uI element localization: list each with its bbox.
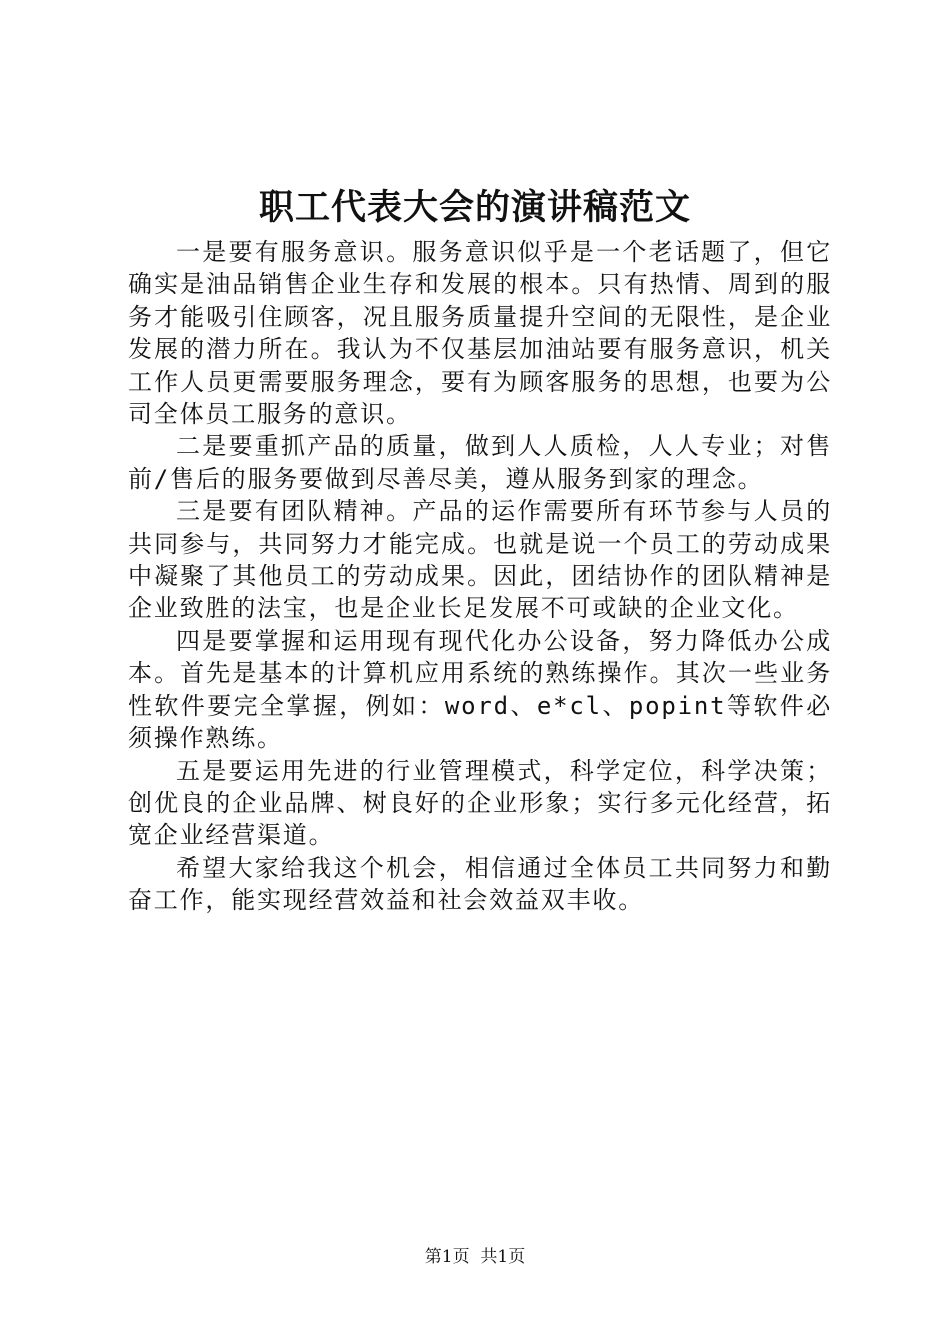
paragraph-4: 四是要掌握和运用现有现代化办公设备，努力降低办公成本。首先是基本的计算机应用系统的熟练操作。其次一些业务性软件要完全掌握，例如：word、e*cl、popint等软件必须操作熟练。 [128, 626, 832, 753]
page-number-current: 第1页 [424, 1247, 470, 1267]
document-body [128, 236, 832, 917]
paragraph-3: 三是要有团队精神。产品的运作需要所有环节参与人员的共同参与，共同努力才能完成。也就是说一个员工的劳动成果中凝聚了其他员工的劳动成果。因此，团结协作的团队精神是企业致胜的法宝，也是企业长足发展不可或缺的企业文化。 [128, 497, 832, 623]
page-number-total: 共1页 [480, 1247, 526, 1267]
document-title: 职工代表大会的演讲稿范文 [258, 187, 691, 228]
paragraph-6: 希望大家给我这个机会，相信通过全体员工共同努力和勤奋工作，能实现经营效益和社会效益双丰收。 [128, 853, 832, 915]
page-footer [0, 1246, 950, 1268]
paragraph-2: 二是要重抓产品的质量，做到人人质检，人人专业；对售前/售后的服务要做到尽善尽美，遵从服务到家的理念。 [128, 432, 832, 493]
paragraph-5: 五是要运用先进的行业管理模式，科学定位，科学决策；创优良的企业品牌、树良好的企业形象；实行多元化经营，拓宽企业经营渠道。 [128, 756, 832, 850]
paragraph-1: 一是要有服务意识。服务意识似乎是一个老话题了，但它确实是油品销售企业生存和发展的根本。只有热情、周到的服务才能吸引住顾客，况且服务质量提升空间的无限性，是企业发展的潜力所在。我认为不仅基层加油站要有服务意识，机关工作人员更需要服务理念，要有为顾客服务的思想，也要为公司全体员工服务的意识。 [128, 238, 832, 429]
